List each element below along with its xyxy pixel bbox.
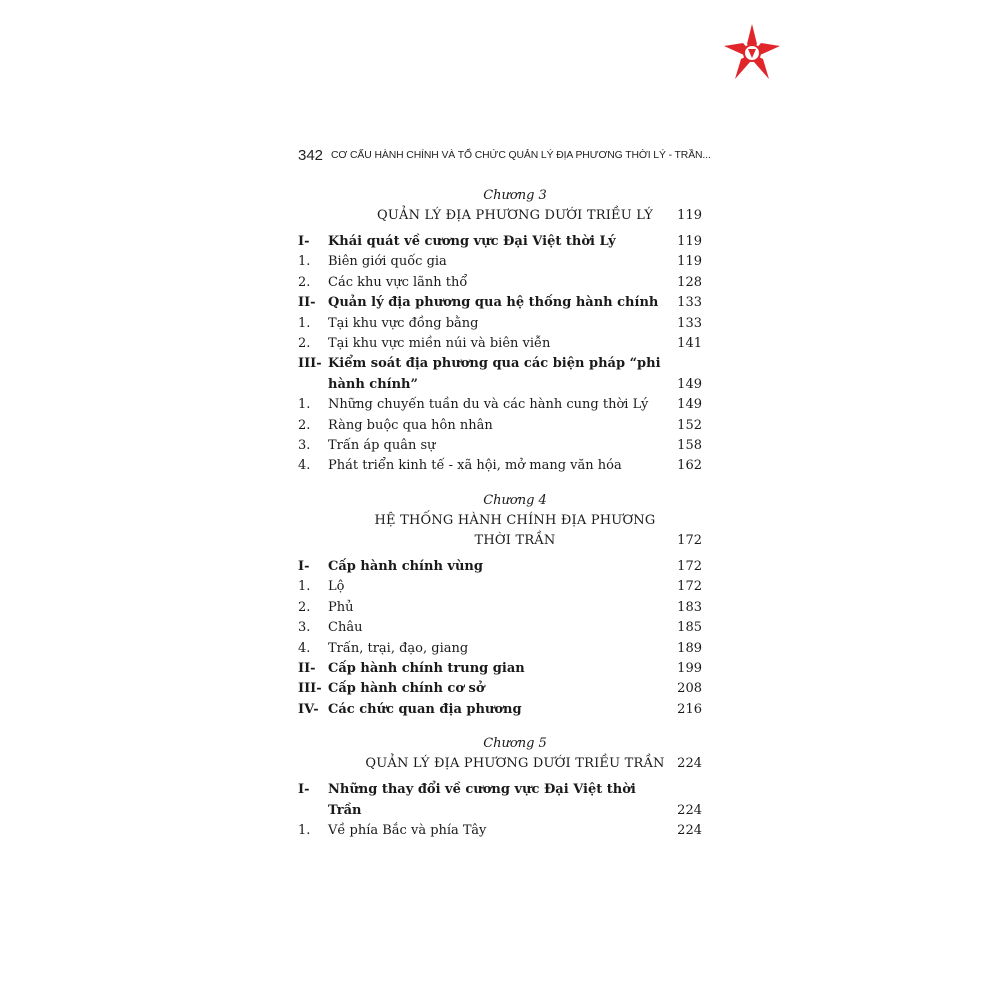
toc-entry: II- Quản lý địa phương qua hệ thống hành chính 133: [298, 295, 702, 311]
toc-entry: 2. Phủ 183: [298, 599, 702, 615]
chapter-4-label: Chương 4: [483, 492, 547, 508]
chapter-title-text: QUẢN LÝ ĐỊA PHƯƠNG DƯỚI TRIỀU LÝ: [376, 208, 654, 223]
toc-entry: 2. Các khu vực lãnh thổ 128: [298, 274, 702, 290]
chapter-title-text: QUẢN LÝ ĐỊA PHƯƠNG DƯỚI TRIỀU TRẦN: [365, 756, 665, 772]
toc-entry: 4. Trấn, trại, đạo, giang 189: [298, 640, 702, 656]
chapter-page: 119: [677, 208, 702, 223]
publisher-logo-icon: [722, 22, 782, 82]
toc-entry: I- Khái quát về cương vực Đại Việt thời Lý 119: [298, 234, 702, 249]
toc-entry: III- Cấp hành chính cơ sở 208: [298, 681, 702, 697]
toc-entry: III- Kiểm soát địa phương qua các biện pháp “phi hành chính” 149: [298, 356, 702, 392]
chapter-title-text: THỜI TRẦN: [474, 532, 556, 548]
page-number: 342: [298, 146, 324, 164]
toc-entry: 3. Châu 185: [298, 620, 702, 636]
toc-entry: II- Cấp hành chính trung gian 199: [298, 660, 702, 676]
book-title: CƠ CẤU HÀNH CHÍNH VÀ TỔ CHỨC QUẢN LÝ ĐỊA PHƯƠNG THỜI LÝ - TRẦN...: [331, 149, 711, 161]
toc-entry: 1. Lộ 172: [298, 579, 702, 595]
toc-entry: IV- Các chức quan địa phương 216: [298, 701, 702, 717]
toc-entry: 2. Tại khu vực miền núi và biên viễn 141: [298, 336, 702, 352]
toc-entry: 1. Biên giới quốc gia 119: [298, 254, 702, 270]
chapter-page: 224: [677, 756, 702, 772]
running-header: [298, 144, 711, 166]
chapter-3-label: Chương 3: [483, 188, 547, 203]
chapter-4-title: [298, 511, 704, 551]
chapter-5-label: Chương 5: [483, 736, 547, 752]
chapter-title-text: HỆ THỐNG HÀNH CHÍNH ĐỊA PHƯƠNG: [374, 512, 656, 528]
toc-entry: 1. Tại khu vực đồng bằng 133: [298, 315, 702, 331]
table-of-contents: [298, 186, 704, 841]
toc-entry: I- Cấp hành chính vùng 172: [298, 558, 702, 574]
toc-entry: I- Những thay đổi về cương vực Đại Việt thời Trần 224: [298, 782, 702, 818]
toc-entry: 2. Ràng buộc qua hôn nhân 152: [298, 417, 702, 433]
chapter-page: 172: [677, 532, 702, 548]
chapter-3-title: [298, 206, 704, 226]
toc-entry: 1. Về phía Bắc và phía Tây 224: [298, 822, 702, 838]
toc-entry: 3. Trấn áp quân sự 158: [298, 438, 702, 454]
chapter-5-title: [298, 754, 704, 774]
toc-entry: 4. Phát triển kinh tế - xã hội, mở mang văn hóa 162: [298, 458, 702, 474]
toc-entry: 1. Những chuyến tuần du và các hành cung thời Lý 149: [298, 397, 702, 413]
